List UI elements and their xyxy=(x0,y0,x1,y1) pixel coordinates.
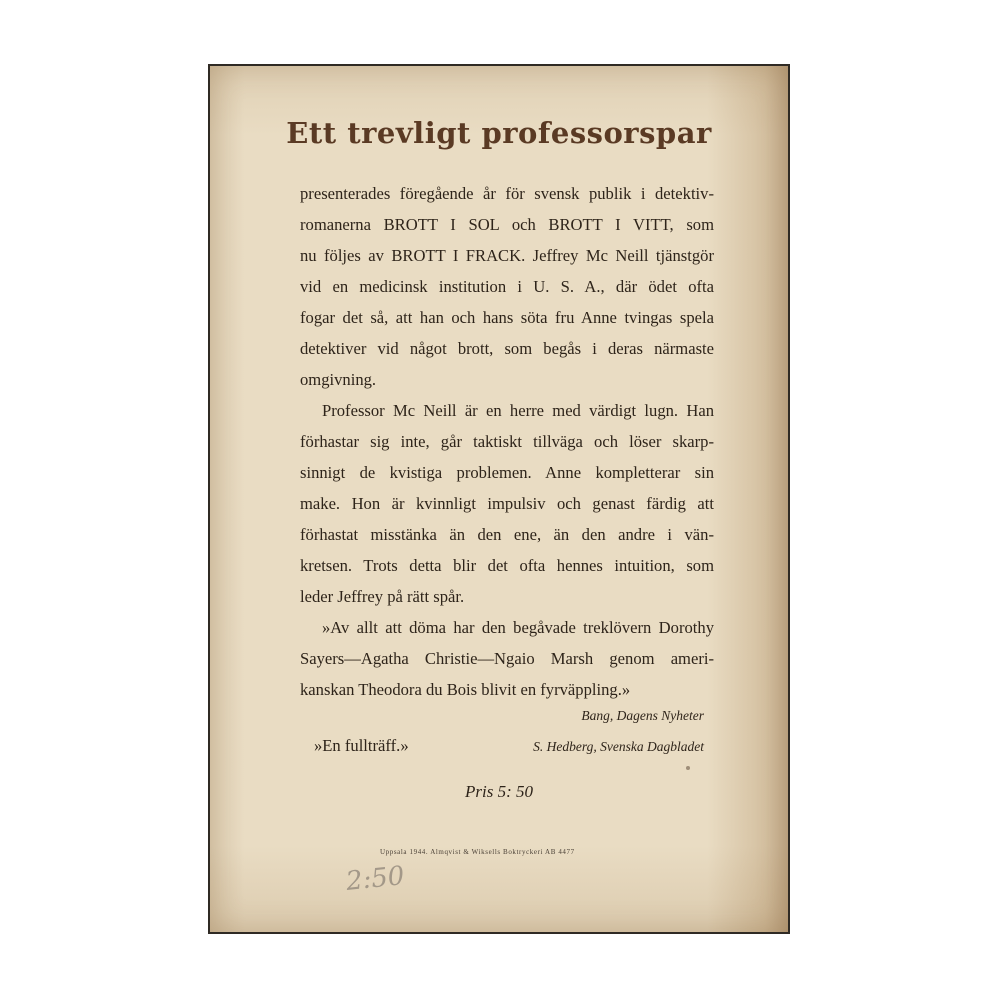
book-back-cover xyxy=(208,64,790,934)
text-line: Sayers—Agatha Christie—Ngaio Marsh genom ameri- xyxy=(300,649,714,668)
printer-imprint: Uppsala 1944. Almqvist & Wiksells Boktryckeri AB 4477 xyxy=(380,848,575,856)
review-attribution-1: Bang, Dagens Nyheter xyxy=(581,708,704,723)
text-line: kretsen. Trots detta blir det ofta hennes intuition, som xyxy=(300,556,714,575)
text-line: vid en medicinsk institution i U. S. A., där ödet ofta xyxy=(300,277,714,296)
text-line: detektiver vid något brott, som begås i deras närmaste xyxy=(300,339,714,358)
price-label: Pris 5: 50 xyxy=(465,782,533,801)
text-line: Professor Mc Neill är en herre med värdigt lugn. Han xyxy=(322,401,714,420)
paragraph-2 xyxy=(300,395,714,612)
text-line: omgivning. xyxy=(300,370,377,389)
review-attribution-2: S. Hedberg, Svenska Dagbladet xyxy=(533,739,704,754)
text-line: sinnigt de kvistiga problemen. Anne kompletterar sin xyxy=(300,463,714,482)
text-line: »Av allt att döma har den begåvade treklövern Dorothy xyxy=(322,618,714,637)
paragraph-1 xyxy=(300,178,714,395)
blurb-text xyxy=(300,178,714,705)
text-line: kanskan Theodora du Bois blivit en fyrväppling.» xyxy=(300,680,631,699)
text-line: förhastat misstänka än den ene, än den andre i vän- xyxy=(300,525,714,544)
text-line: nu följes av BROTT I FRACK. Jeffrey Mc Neill tjänstgör xyxy=(300,246,714,265)
text-line: förhastar sig inte, går taktiskt tillväga och löser skarp- xyxy=(300,432,714,451)
text-line: presenterades föregående år för svensk publik i detektiv- xyxy=(300,184,714,203)
text-line: romanerna BROTT I SOL och BROTT I VITT, som xyxy=(300,215,714,234)
handwritten-price: 2:50 xyxy=(344,861,406,897)
text-line: fogar det så, att han och hans söta fru Anne tvingas spela xyxy=(300,308,714,327)
cover-heading: Ett trevligt professorspar xyxy=(286,116,712,150)
paper-blemish xyxy=(686,766,690,770)
review-quote-2: »En fullträff.» xyxy=(314,736,409,755)
paragraph-3-review-quote xyxy=(300,612,714,705)
text-line: make. Hon är kvinnligt impulsiv och genast färdig att xyxy=(300,494,714,513)
text-line: leder Jeffrey på rätt spår. xyxy=(300,587,465,606)
